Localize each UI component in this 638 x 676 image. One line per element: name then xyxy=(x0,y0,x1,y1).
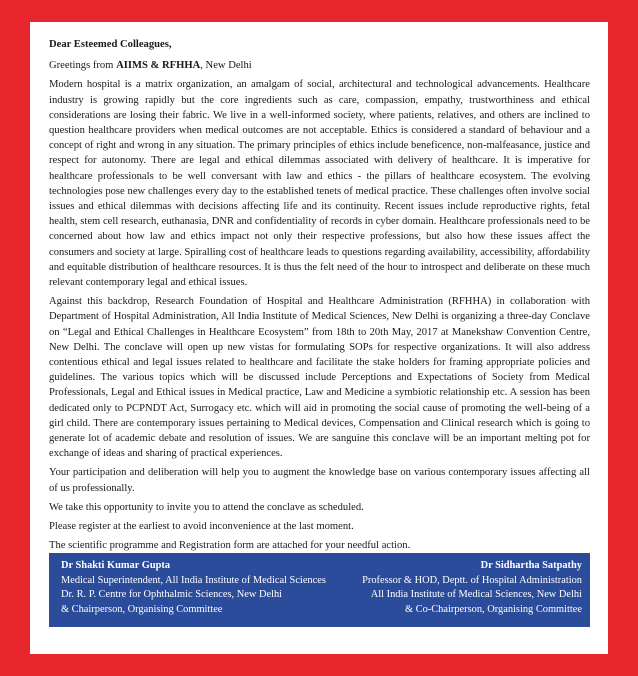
paragraph-conclave: Against this backdrop, Research Foundation of Hospital and Healthcare Administration (RFHHA) in collaboration with Department of Hospital Administration, All India Institute of Medical Sciences, New Delhi is organizing a three-day Conclave on “Legal and Ethical Challenges in Healthcare Ecosystem” from 18th to 20th May, 2017 at Manekshaw Convention Centre, New Delhi. The conclave will open up new vistas for formulating SOPs for respective organizations. It will also address contentious ethical and legal issues related to healthcare and facilitate the stake holders for framing appropriate policies and guidelines. The various topics which will be discussed include Perceptions and Expectations of Society from Medical Professionals, Legal and Ethical issues in Medical practice, Law and Medicine a symbiotic relationship etc. A session has been dedicated only to PCPNDT Act, Surrogacy etc. which will aid in promoting the social cause of promoting the well-being of a girl child. There are contemporary issues pertaining to Medical devices, Compensation and Clinical research which is going to generate lot of academic debate and resolution of issues. We are sanguine this conclave will be an important melting pot for exchange of ideas and sharing of practical experiences. xyxy=(49,296,590,460)
paragraph-invitation: We take this opportunity to invite you to attend the conclave as scheduled. xyxy=(49,501,364,513)
letter-page xyxy=(30,22,608,654)
signatory-right-line-3: & Co-Chairperson, Organising Committee xyxy=(404,603,582,615)
signatory-right-line-1: Professor & HOD, Deptt. of Hospital Administration xyxy=(362,574,582,586)
signatory-left-line-1: Medical Superintendent, All India Institute of Medical Sciences xyxy=(61,574,326,586)
greeting-suffix: , New Delhi xyxy=(200,60,252,72)
salutation: Dear Esteemed Colleagues, xyxy=(49,39,172,50)
signatory-right-name: Dr Sidhartha Satpathy xyxy=(480,560,582,571)
paragraph-attachments: The scientific programme and Registration form are attached for your needful action. xyxy=(49,540,411,552)
signatory-right-line-2: All India Institute of Medical Sciences, New Delhi xyxy=(370,589,582,601)
paragraph-participation: Your participation and deliberation will help you to augment the knowledge base on various contemporary issues affecting all of us professionally. xyxy=(49,467,590,494)
greeting-line xyxy=(49,58,590,73)
greeting-prefix: Greetings from xyxy=(49,60,117,72)
paragraph-context: Modern hospital is a matrix organization, an amalgam of social, architectural and technological advancements. Healthcare industry is growing rapidly but the core ingredients such as care, compassion, empathy, trustworthiness and ethical considerations are losing their fabric. We live in a well-informed society, where patients, relatives, and others are inclined to question healthcare providers when medical outcomes are not acceptable. Ethics is considered a standard of behaviour and a concept of right and wrong in any situation. The primary principles of ethics include beneficence, non-malfeasance, justice and respect for autonomy. There are legal and ethical dilemmas associated with delivery of healthcare. It is imperative for healthcare professionals to be well conversant with law and ethics - the pillars of healthcare ecosystem. The evolving technologies pose new challenges every day to the established tenets of medical practice. These challenges often involve social issues and ethical dilemmas with decisions affecting life and its continuity. Recent issues include reproductive rights, fetal health, stem cell research, euthanasia, DNR and confidentiality of records in cyber domain. Healthcare professionals need to be concerned about how law and ethics impact not only their respective professions, but also how these issues affect the consumers and society at large. Spiralling cost of healthcare leads to questions regarding availability, accessibility, affordability and equitable distribution of healthcare resources. It is thus the felt need of the hour to introspect and deliberate on these much relevant contemporary legal and ethical issues. xyxy=(49,79,590,289)
greeting-organization: AIIMS & RFHHA xyxy=(116,60,201,72)
signature-band xyxy=(49,553,590,627)
letter-body xyxy=(49,37,590,558)
signatory-left-line-3: & Chairperson, Organising Committee xyxy=(61,603,223,615)
signatory-right xyxy=(362,559,582,617)
signatory-left-line-2: Dr. R. P. Centre for Ophthalmic Sciences, New Delhi xyxy=(61,589,283,601)
signatory-left xyxy=(61,559,326,617)
paragraph-registration: Please register at the earliest to avoid inconvenience at the last moment. xyxy=(49,521,354,533)
signatory-left-name: Dr Shakti Kumar Gupta xyxy=(61,560,171,571)
